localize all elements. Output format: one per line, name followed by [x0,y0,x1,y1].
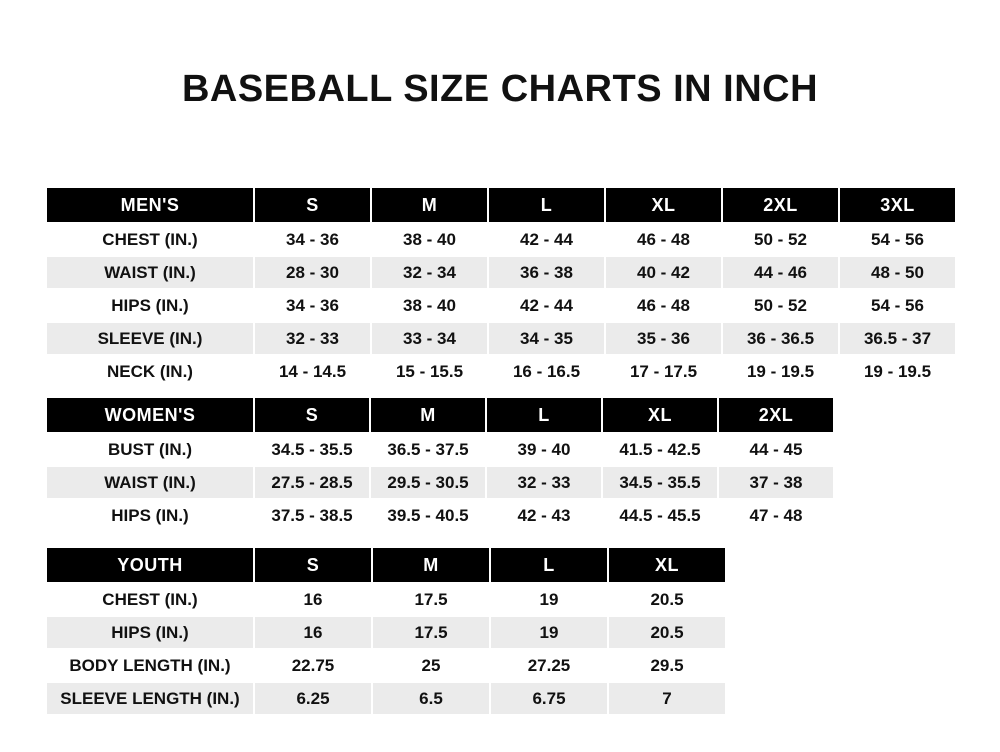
table-row [46,256,956,289]
table-cell: 16 [254,616,372,649]
table-cell: 36 - 38 [488,256,605,289]
column-header: S [254,187,371,223]
row-label: NECK (IN.) [46,355,254,388]
row-label: SLEEVE LENGTH (IN.) [46,682,254,715]
table-cell: 37.5 - 38.5 [254,499,370,532]
table-cell: 37 - 38 [718,466,834,499]
table-cell: 34 - 35 [488,322,605,355]
table-cell: 19 - 19.5 [839,355,956,388]
column-header: S [254,547,372,583]
table-cell: 6.25 [254,682,372,715]
row-label: BODY LENGTH (IN.) [46,649,254,682]
column-header: S [254,397,370,433]
table-row [46,616,726,649]
table-cell: 39.5 - 40.5 [370,499,486,532]
table-cell: 29.5 [608,649,726,682]
table-cell: 42 - 44 [488,289,605,322]
table-cell: 36.5 - 37 [839,322,956,355]
table-row [46,649,726,682]
row-label: CHEST (IN.) [46,583,254,616]
table-row [46,289,956,322]
table-cell: 25 [372,649,490,682]
row-label: SLEEVE (IN.) [46,322,254,355]
table-cell: 17.5 [372,583,490,616]
table-header-row [46,397,834,433]
table-cell: 36.5 - 37.5 [370,433,486,466]
table-cell: 16 - 16.5 [488,355,605,388]
table-cell: 34 - 36 [254,223,371,256]
table-cell: 54 - 56 [839,289,956,322]
column-header: XL [605,187,722,223]
table-cell: 46 - 48 [605,223,722,256]
column-header: 2XL [722,187,839,223]
table-cell: 42 - 43 [486,499,602,532]
table-cell: 47 - 48 [718,499,834,532]
table-cell: 38 - 40 [371,223,488,256]
table-header-row [46,187,956,223]
table-cell: 36 - 36.5 [722,322,839,355]
table-row [46,499,834,532]
table-row [46,355,956,388]
table-cell: 17 - 17.5 [605,355,722,388]
womens-size-table [45,396,835,533]
row-label: WAIST (IN.) [46,466,254,499]
column-header: L [490,547,608,583]
column-header: 2XL [718,397,834,433]
table-cell: 27.25 [490,649,608,682]
table-cell: 32 - 33 [486,466,602,499]
table-cell: 54 - 56 [839,223,956,256]
table-cell: 22.75 [254,649,372,682]
column-header: M [370,397,486,433]
table-cell: 35 - 36 [605,322,722,355]
column-header: L [486,397,602,433]
table-cell: 38 - 40 [371,289,488,322]
table-cell: 40 - 42 [605,256,722,289]
table-cell: 34 - 36 [254,289,371,322]
table-cell: 15 - 15.5 [371,355,488,388]
table-cell: 42 - 44 [488,223,605,256]
table-row [46,583,726,616]
table-header-row [46,547,726,583]
table-cell: 34.5 - 35.5 [254,433,370,466]
table-row [46,322,956,355]
table-cell: 17.5 [372,616,490,649]
table-cell: 19 [490,583,608,616]
table-cell: 44 - 45 [718,433,834,466]
column-header: 3XL [839,187,956,223]
table-cell: 28 - 30 [254,256,371,289]
table-cell: 14 - 14.5 [254,355,371,388]
table-row [46,466,834,499]
table-cell: 46 - 48 [605,289,722,322]
table-cell: 20.5 [608,583,726,616]
row-label: HIPS (IN.) [46,289,254,322]
table-cell: 29.5 - 30.5 [370,466,486,499]
page-title: BASEBALL SIZE CHARTS IN INCH [181,68,819,110]
table-cell: 41.5 - 42.5 [602,433,718,466]
table-cell: 6.75 [490,682,608,715]
table-cell: 34.5 - 35.5 [602,466,718,499]
table-cell: 19 - 19.5 [722,355,839,388]
table-cell: 19 [490,616,608,649]
table-cell: 33 - 34 [371,322,488,355]
table-cell: 6.5 [372,682,490,715]
column-header: M [371,187,488,223]
column-header: XL [602,397,718,433]
row-label: CHEST (IN.) [46,223,254,256]
table-cell: 7 [608,682,726,715]
row-label: BUST (IN.) [46,433,254,466]
column-header: MEN'S [46,187,254,223]
youth-size-table [45,546,727,716]
mens-size-table [45,186,957,389]
table-cell: 44.5 - 45.5 [602,499,718,532]
row-label: HIPS (IN.) [46,616,254,649]
table-cell: 50 - 52 [722,223,839,256]
column-header: YOUTH [46,547,254,583]
column-header: XL [608,547,726,583]
column-header: L [488,187,605,223]
table-row [46,682,726,715]
column-header: WOMEN'S [46,397,254,433]
row-label: HIPS (IN.) [46,499,254,532]
table-cell: 48 - 50 [839,256,956,289]
row-label: WAIST (IN.) [46,256,254,289]
table-cell: 32 - 33 [254,322,371,355]
table-row [46,223,956,256]
table-row [46,433,834,466]
column-header: M [372,547,490,583]
table-cell: 39 - 40 [486,433,602,466]
table-cell: 27.5 - 28.5 [254,466,370,499]
table-cell: 50 - 52 [722,289,839,322]
table-cell: 44 - 46 [722,256,839,289]
table-cell: 16 [254,583,372,616]
table-cell: 32 - 34 [371,256,488,289]
table-cell: 20.5 [608,616,726,649]
